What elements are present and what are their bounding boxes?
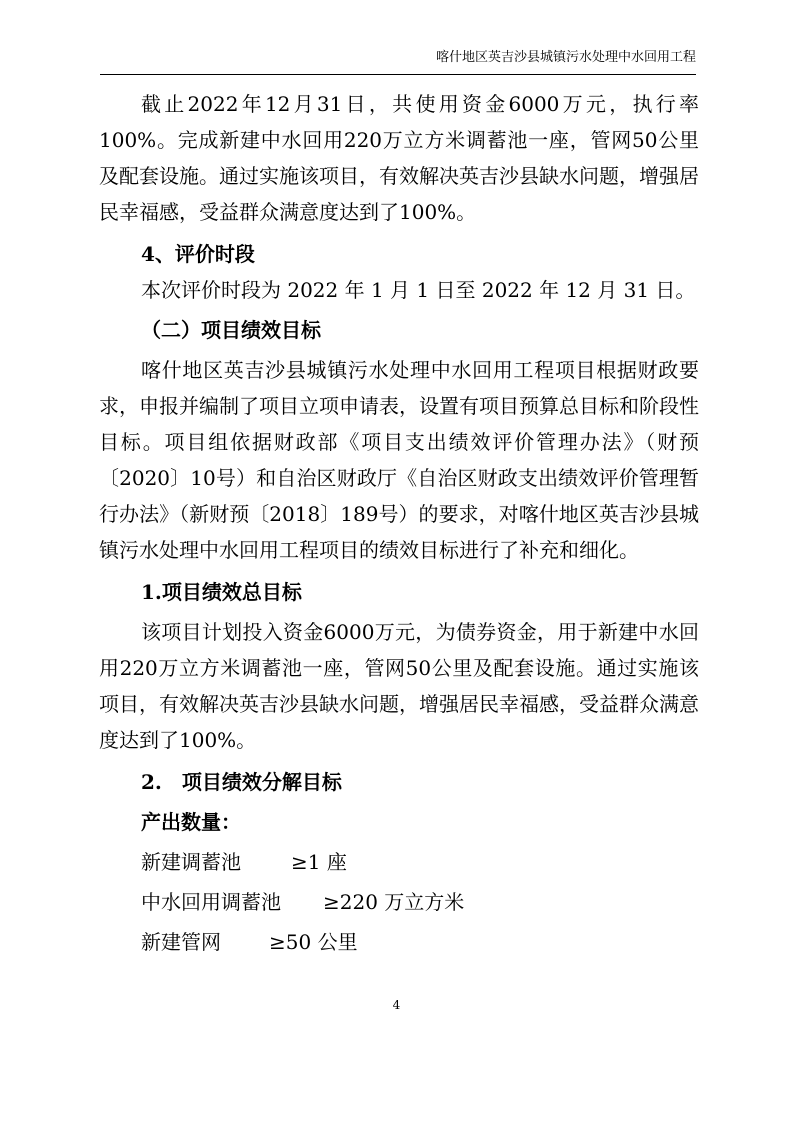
goals-section-heading: （二）项目绩效目标 (141, 318, 321, 342)
metric-value: ≥220 万立方米 (323, 890, 465, 914)
metric-value: ≥1 座 (291, 850, 347, 874)
page-number: 4 (392, 998, 401, 1012)
metric-row (99, 884, 699, 920)
metric-label: 新建调蓄池 (141, 850, 241, 874)
metric-label: 新建管网 (141, 930, 221, 954)
breakdown-heading: 2. 项目绩效分解目标 (141, 770, 342, 794)
total-goal-paragraph: 该项目计划投入资金6000万元，为债券资金，用于新建中水回用220万立方米调蓄池一座，管网50公里及配套设施。通过实施该项目，有效解决英吉沙县缺水问题，增强居民幸福感，受益群众满意度达到了100%。 (99, 620, 699, 752)
output-quantity-heading: 产出数量： (141, 810, 241, 834)
eval-period-heading: 4、评价时段 (141, 242, 255, 266)
goals-paragraph: 喀什地区英吉沙县城镇污水处理中水回用工程项目根据财政要求，申报并编制了项目立项申请表，设置有项目预算总目标和阶段性目标。项目组依据财政部《项目支出绩效评价管理办法》（财预〔2020〕10号）和自治区财政厅《自治区财政支出绩效评价管理暂行办法》（新财预〔2018〕189号）的要求，对喀什地区英吉沙县城镇污水处理中水回用工程项目的绩效目标进行了补充和细化。 (99, 358, 699, 562)
metric-label: 中水回用调蓄池 (141, 890, 281, 914)
metric-value: ≥50 公里 (269, 930, 358, 954)
eval-period-paragraph: 本次评价时段为 2022 年 1 月 1 日至 2022 年 12 月 31 日。 (141, 278, 696, 302)
document-body (99, 86, 699, 960)
metric-row (99, 844, 699, 880)
running-header: 喀什地区英吉沙县城镇污水处理中水回用工程 (435, 50, 696, 65)
summary-paragraph: 截止2022年12月31日，共使用资金6000万元，执行率100%。完成新建中水回用220万立方米调蓄池一座，管网50公里及配套设施。通过实施该项目，有效解决英吉沙县缺水问题，增强居民幸福感，受益群众满意度达到了100%。 (99, 92, 699, 224)
metric-row (99, 924, 699, 960)
header-rule (100, 74, 696, 75)
total-goal-heading: 1.项目绩效总目标 (141, 580, 302, 604)
